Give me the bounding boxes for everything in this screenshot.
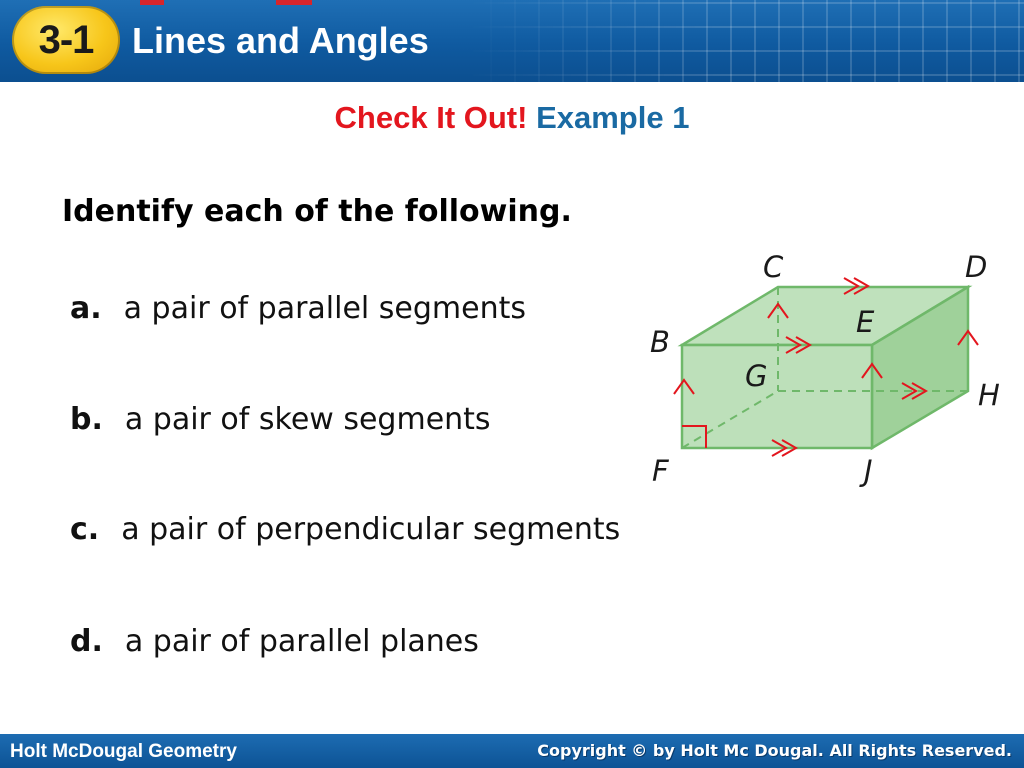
- question-item: [70, 512, 620, 547]
- vertex-label-d: D: [965, 250, 988, 284]
- question-letter: b.: [70, 402, 103, 437]
- check-it-out-label: Check It Out!: [334, 100, 528, 135]
- question-item: [70, 402, 491, 437]
- lesson-title: Lines and Angles: [132, 20, 429, 61]
- vertex-label-b: B: [650, 325, 670, 359]
- question-text: a pair of perpendicular segments: [121, 512, 621, 547]
- question-text: a pair of parallel planes: [124, 624, 479, 659]
- vertex-label-h: H: [978, 378, 1000, 412]
- header-grid-pattern: [464, 0, 1024, 82]
- vertex-label-f: F: [652, 454, 669, 488]
- header-red-tab: [140, 0, 164, 5]
- question-item: [70, 624, 479, 659]
- header-red-tab: [276, 0, 312, 5]
- lesson-badge: [12, 6, 120, 74]
- question-letter: a.: [70, 291, 102, 326]
- rectangular-prism-figure: [640, 245, 1015, 490]
- footer-copyright: Copyright © by Holt Mc Dougal. All Rights Reserved.: [537, 741, 1012, 760]
- question-item: [70, 291, 526, 326]
- prism-svg: [640, 245, 1015, 490]
- instruction-text: Identify each of the following.: [62, 194, 572, 229]
- footer-book-title: Holt McDougal Geometry: [10, 741, 237, 762]
- vertex-label-j: J: [864, 454, 873, 488]
- vertex-label-e: E: [856, 305, 875, 339]
- example-label: Example 1: [536, 100, 690, 135]
- question-letter: d.: [70, 624, 103, 659]
- question-text: a pair of skew segments: [124, 402, 491, 437]
- lesson-number: 3-1: [38, 17, 94, 62]
- slide-header: [0, 0, 1024, 82]
- vertex-label-c: C: [763, 250, 784, 284]
- vertex-label-g: G: [745, 359, 768, 393]
- question-letter: c.: [70, 512, 100, 547]
- question-text: a pair of parallel segments: [123, 291, 527, 326]
- example-subtitle: [0, 100, 1024, 136]
- slide-footer: [0, 734, 1024, 768]
